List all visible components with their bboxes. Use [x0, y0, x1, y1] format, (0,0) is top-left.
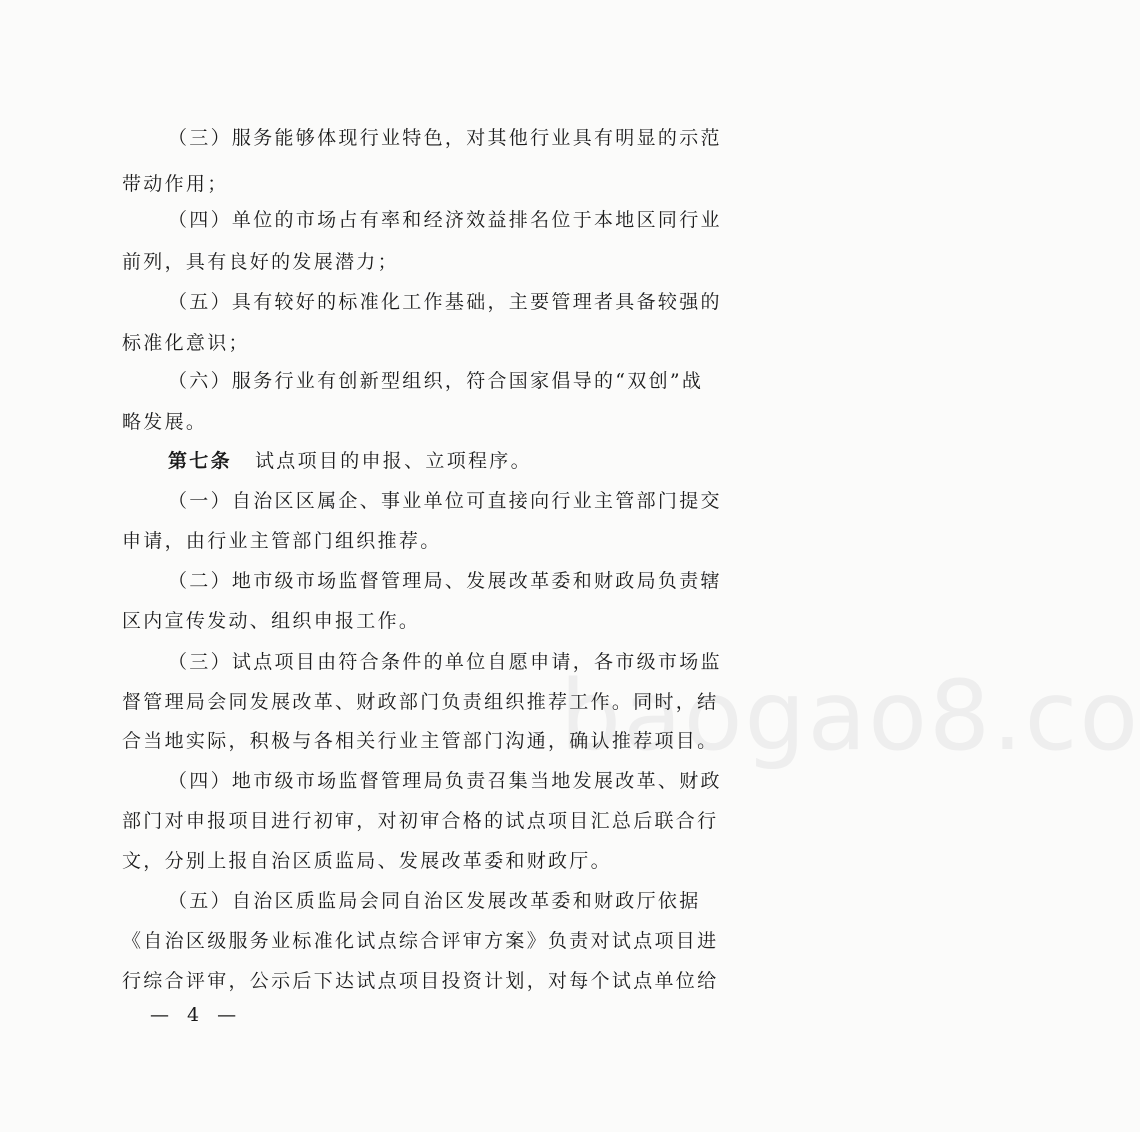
paragraph-line: （四）地市级市场监督管理局负责召集当地发展改革、财政 [168, 770, 722, 792]
article-heading: 第七条 [168, 450, 232, 472]
paragraph-line: （二）地市级市场监督管理局、发展改革委和财政局负责辖 [168, 570, 722, 592]
paragraph-line: 略发展。 [122, 411, 208, 433]
paragraph-line: 行综合评审，公示后下达试点项目投资计划，对每个试点单位给 [122, 970, 719, 992]
paragraph-line: 申请，由行业主管部门组织推荐。 [122, 530, 442, 552]
watermark: baogao8.co [560, 660, 1140, 772]
paragraph-line: 带动作用； [122, 173, 229, 195]
paragraph-line: （五）自治区质监局会同自治区发展改革委和财政厅依据 [168, 890, 701, 912]
paragraph-line: 《自治区级服务业标准化试点综合评审方案》负责对试点项目进 [122, 930, 719, 952]
page-number: — 4 — [150, 1004, 243, 1026]
paragraph-line: 区内宣传发动、组织申报工作。 [122, 610, 421, 632]
paragraph-line: （六）服务行业有创新型组织，符合国家倡导的“双创”战 [168, 370, 704, 392]
paragraph-line: 文，分别上报自治区质监局、发展改革委和财政厅。 [122, 850, 612, 872]
paragraph-line: 部门对申报项目进行初审，对初审合格的试点项目汇总后联合行 [122, 810, 719, 832]
paragraph-line: 标准化意识； [122, 332, 250, 354]
paragraph-line: （四）单位的市场占有率和经济效益排名位于本地区同行业 [168, 209, 722, 231]
paragraph-line: （三）服务能够体现行业特色，对其他行业具有明显的示范 [168, 127, 722, 149]
paragraph-line: 合当地实际，积极与各相关行业主管部门沟通，确认推荐项目。 [122, 730, 719, 752]
paragraph-line: 前列，具有良好的发展潜力； [122, 251, 399, 273]
paragraph-line: 督管理局会同发展改革、财政部门负责组织推荐工作。同时，结 [122, 691, 719, 713]
paragraph-line: （五）具有较好的标准化工作基础，主要管理者具备较强的 [168, 291, 722, 313]
paragraph-line: （一）自治区区属企、事业单位可直接向行业主管部门提交 [168, 490, 722, 512]
article-title: 试点项目的申报、立项程序。 [255, 450, 532, 472]
paragraph-line: （三）试点项目由符合条件的单位自愿申请，各市级市场监 [168, 651, 722, 673]
